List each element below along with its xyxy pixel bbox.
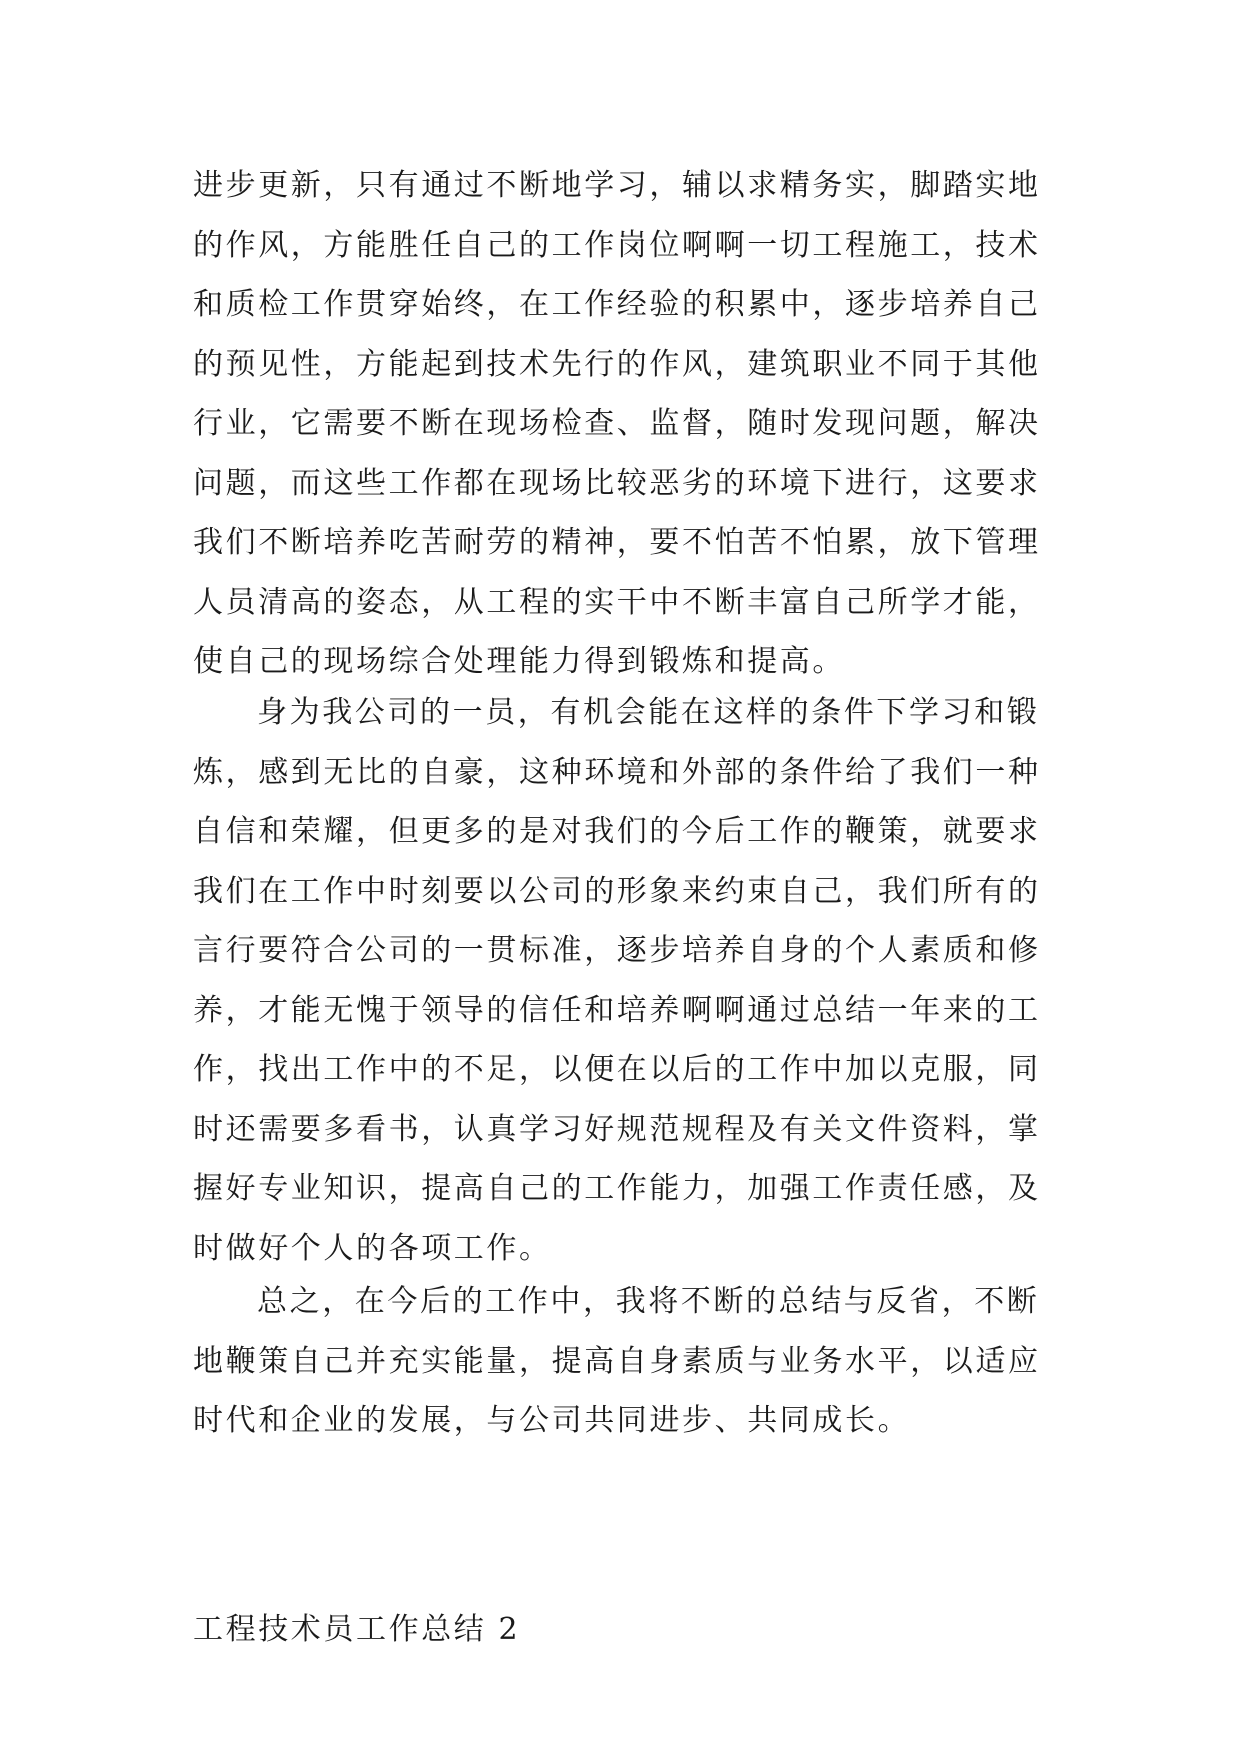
paragraph-company-member	[193, 683, 1053, 1278]
text-line: 使自己的现场综合处理能力得到锻炼和提高。	[193, 644, 845, 679]
text-line: 自信和荣耀，但更多的是对我们的今后工作的鞭策，就要求	[193, 814, 1041, 849]
text-line: 炼，感到无比的自豪，这种环境和外部的条件给了我们一种	[193, 754, 1041, 790]
text-line: 总之，在今后的工作中，我将不断的总结与反省，不断	[257, 1284, 1040, 1319]
paragraph-conclusion	[193, 1272, 1053, 1451]
text-line: 的预见性，方能起到技术先行的作风，建筑职业不同于其他	[193, 346, 1041, 382]
text-line: 握好专业知识，提高自己的工作能力，加强工作责任感，及	[193, 1171, 1041, 1206]
text-line: 时代和企业的发展，与公司共同进步、共同成长。	[193, 1403, 911, 1438]
text-line: 地鞭策自己并充实能量，提高自身素质与业务水平，以适应	[193, 1343, 1041, 1379]
text-line: 我们不断培养吃苦耐劳的精神，要不怕苦不怕累，放下管理	[193, 525, 1041, 560]
text-line: 问题，而这些工作都在现场比较恶劣的环境下进行，这要求	[193, 465, 1041, 501]
section-heading: 工程技术员工作总结 2	[193, 1612, 521, 1647]
paragraph-continuation	[193, 156, 1053, 692]
text-line: 我们在工作中时刻要以公司的形象来约束自己，我们所有的	[193, 873, 1041, 909]
text-line: 言行要符合公司的一贯标准，逐步培养自身的个人素质和修	[193, 933, 1041, 968]
text-line: 的作风，方能胜任自己的工作岗位啊啊一切工程施工，技术	[193, 227, 1041, 263]
text-line: 人员清高的姿态，从工程的实干中不断丰富自己所学才能，	[193, 584, 1041, 620]
text-line: 时做好个人的各项工作。	[193, 1230, 552, 1266]
text-line: 作，找出工作中的不足，以便在以后的工作中加以克服，同	[193, 1052, 1041, 1087]
text-line: 和质检工作贯穿始终，在工作经验的积累中，逐步培养自己	[193, 287, 1041, 322]
text-line: 养，才能无愧于领导的信任和培养啊啊通过总结一年来的工	[193, 992, 1041, 1028]
text-line: 进步更新，只有通过不断地学习，辅以求精务实，脚踏实地	[193, 168, 1041, 203]
text-line: 时还需要多看书，认真学习好规范规程及有关文件资料，掌	[193, 1111, 1041, 1147]
text-line: 行业，它需要不断在现场检查、监督，随时发现问题，解决	[193, 406, 1041, 441]
text-line: 身为我公司的一员，有机会能在这样的条件下学习和锻	[257, 695, 1040, 730]
